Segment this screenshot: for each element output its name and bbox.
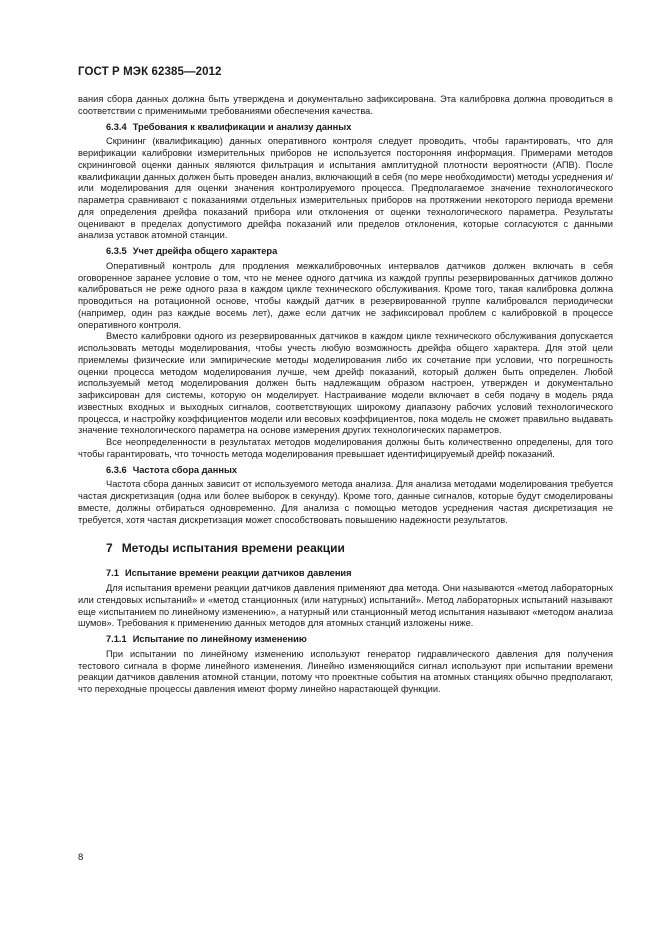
section-number: 7.1.1 (106, 634, 127, 644)
section-number: 6.3.6 (106, 464, 127, 475)
section-number: 7.1 (106, 568, 119, 579)
page-content (78, 94, 613, 696)
paragraph: При испытании по линейному изменению используют генератор гидравлического давления для получения тестового сигнала в форме линейного изменения. Линейно изменяющийся сигнал используют при испытании времени реакции датчиков давления атомной станции, потому что проектные события на атомных станциях обычно предполагают, что переходные процессы давления имеют форму линейно нарастающей функции. (78, 648, 613, 694)
standard-header: ГОСТ Р МЭК 62385—2012 (78, 66, 222, 78)
paragraph: Все неопределенности в результатах методов моделирования должны быть количественно определены, для того чтобы гарантировать, что точность метода моделирования превышает идентифицируемый дрейф показаний. (78, 437, 613, 459)
paragraph: Оперативный контроль для продления межкалибровочных интервалов датчиков должен включать в себя оговоренное заранее условие о том, что не менее одного датчика из каждой группы резервированных датчиков должно калиброваться не реже одного раза в каждом цикле технического обслуживания. Кроме того, такая калибровка должна проводиться на ротационной основе, чтобы каждый датчик в резервированной группе калибровался периодически (например, один раз каждые восемь лет), даже если датчик не зафиксировал проблем с калибровкой в процессе оперативного контроля. (78, 260, 613, 330)
section-heading-7-1-1 (78, 634, 613, 646)
chapter-title: Методы испытания времени реакции (121, 541, 345, 556)
paragraph: Вместо калибровки одного из резервированных датчиков в каждом цикле технического обслуживания допускается использовать методы моделирования, чтобы учесть любую возможность дрейфа общего характера. Для этой цели приемлемы физические или эмпирические методы моделирования либо их сочетание при условии, что погрешность оценки процесса методом моделирования лучше, чем дрейф показаний, который должен быть определен. Любой используемый метод моделирования должен быть надлежащим образом настроен, утвержден и документально зафиксирован для системы, которую он моделирует. Настраивание модели включает в себя подачу в модель ряда известных входных и выходных сигналов, соответствующих широкому диапазону рабочих условий технологического процесса, и настройку коэффициентов модели или весовых коэффициентов, пока модель не сможет правильно выдавать значение технологического параметра на основе измерения других технологических параметров. (78, 331, 613, 436)
page-number: 8 (78, 852, 84, 863)
paragraph-intro: вания сбора данных должна быть утверждена и документально зафиксирована. Эта калибровка должна проводиться в соответствии с применимыми требованиями обеспечения качества. (78, 94, 613, 116)
section-number: 6.3.4 (106, 121, 127, 132)
section-title: Частота сбора данных (132, 464, 238, 475)
chapter-heading-7 (78, 541, 613, 555)
section-number: 6.3.5 (106, 246, 127, 256)
paragraph: Скрининг (квалификацию) данных оперативного контроля следует проводить, чтобы гарантировать, что для верификации калибровки измерительных приборов не используется посторонняя информация. Примерами методов скрининговой оценки данных являются фильтрация и испытания амплитудной плотности вероятности (АПВ). После квалификации данных должен быть проведен анализ, включающий в себя (по мере необходимости) методы усреднения и/или моделирования для оценки значения контролируемого процесса. Предполагаемое значение технологического параметра сравнивают с показаниями отдельных измерительных приборов на протяжении некоторого периода времени для определения дрейфа показаний прибора или отклонения от оценки технологического параметра. Результаты оценивают в пределах допустимого дрейфа показаний или пределов отклонения, которые согласуются с данными анализа уставок атомной станции. (78, 136, 613, 241)
section-title: Испытание времени реакции датчиков давления (124, 568, 352, 579)
section-heading-6-3-5 (78, 246, 613, 258)
section-title: Учет дрейфа общего характера (132, 246, 278, 256)
section-title: Требования к квалификации и анализу данных (132, 121, 352, 132)
section-heading-6-3-6 (78, 465, 613, 477)
section-title: Испытание по линейному изменению (132, 634, 307, 644)
paragraph: Для испытания времени реакции датчиков давления применяют два метода. Они называются «метод лабораторных или стендовых испытаний» и «метод станционных (или натурных) испытаний». Метод лабораторных испытаний называют еще «испытанием по линейному изменению», а натурный или станционный метод испытания называют «методом анализа шумов». Требования к применению данных методов для атомных станций изложены ниже. (78, 583, 613, 629)
paragraph: Частота сбора данных зависит от используемого метода анализа. Для анализа методами моделирования требуется частая дискретизация (одна или более выборок в секунду). Кроме того, данные сигналов, которые будут смоделированы вместе, должны отбираться одновременно. Для анализа с помощью методов усреднения частая дискретизация не требуется, хотя частая дискретизация может способствовать повышению надежности результатов. (78, 479, 613, 525)
section-heading-6-3-4 (78, 122, 613, 134)
chapter-number: 7 (106, 541, 113, 556)
section-heading-7-1 (78, 568, 613, 580)
